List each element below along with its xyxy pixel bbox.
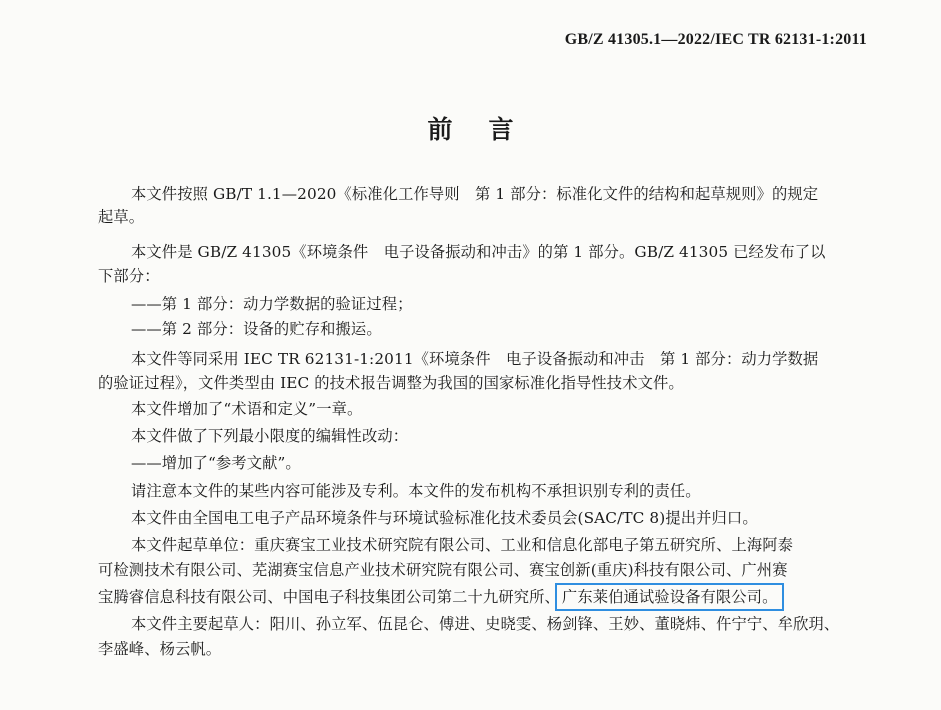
body-line: 本文件主要起草人：阳川、孙立军、伍昆仑、傅进、史晓雯、杨剑锋、王妙、董晓炜、仵宁宁、牟欣玥、 [131,615,840,633]
list-item: ——增加了“参考文献”。 [131,454,301,472]
body-line: 的验证过程》，文件类型由 IEC 的技术报告调整为我国的国家标准化指导性技术文件。 [98,374,684,392]
body-line: 本文件起草单位：重庆赛宝工业技术研究院有限公司、工业和信息化部电子第五研究所、上海阿泰 [131,536,794,554]
body-line: 李盛峰、杨云帆。 [98,640,222,658]
body-line [98,587,779,607]
body-line: 本文件是 GB/Z 41305《环境条件 电子设备振动和冲击》的第 1 部分。GB/Z 41305 已经发布了以 [131,243,826,261]
standard-code: GB/Z 41305.1—2022/IEC TR 62131-1:2011 [564,31,867,48]
body-line: 本文件按照 GB/T 1.1—2020《标准化工作导则 第 1 部分：标准化文件的结构和起草规则》的规定 [131,185,819,203]
body-line: 起草。 [98,208,145,226]
body-line: 本文件增加了“术语和定义”一章。 [131,400,363,418]
body-line: 本文件做了下列最小限度的编辑性改动： [131,427,409,445]
body-line-text: 宝腾睿信息科技有限公司、中国电子科技集团公司第二十九研究所、 [98,588,560,606]
body-line: 请注意本文件的某些内容可能涉及专利。本文件的发布机构不承担识别专利的责任。 [131,482,701,500]
list-item: ——第 2 部分：设备的贮存和搬运。 [131,320,382,338]
body-line: 可检测技术有限公司、芜湖赛宝信息产业技术研究院有限公司、赛宝创新(重庆)科技有限公司、广州赛 [98,561,788,579]
highlighted-text: 广东莱伯通试验设备有限公司。 [561,588,778,606]
body-line: 本文件等同采用 IEC TR 62131-1:2011《环境条件 电子设备振动和冲击 第 1 部分：动力学数据 [131,350,819,368]
page-title: 前言 [427,115,550,144]
body-line: 下部分： [98,267,160,285]
list-item: ——第 1 部分：动力学数据的验证过程； [131,295,413,313]
body-line: 本文件由全国电工电子产品环境条件与环境试验标准化技术委员会(SAC/TC 8)提出并归口。 [131,509,758,527]
